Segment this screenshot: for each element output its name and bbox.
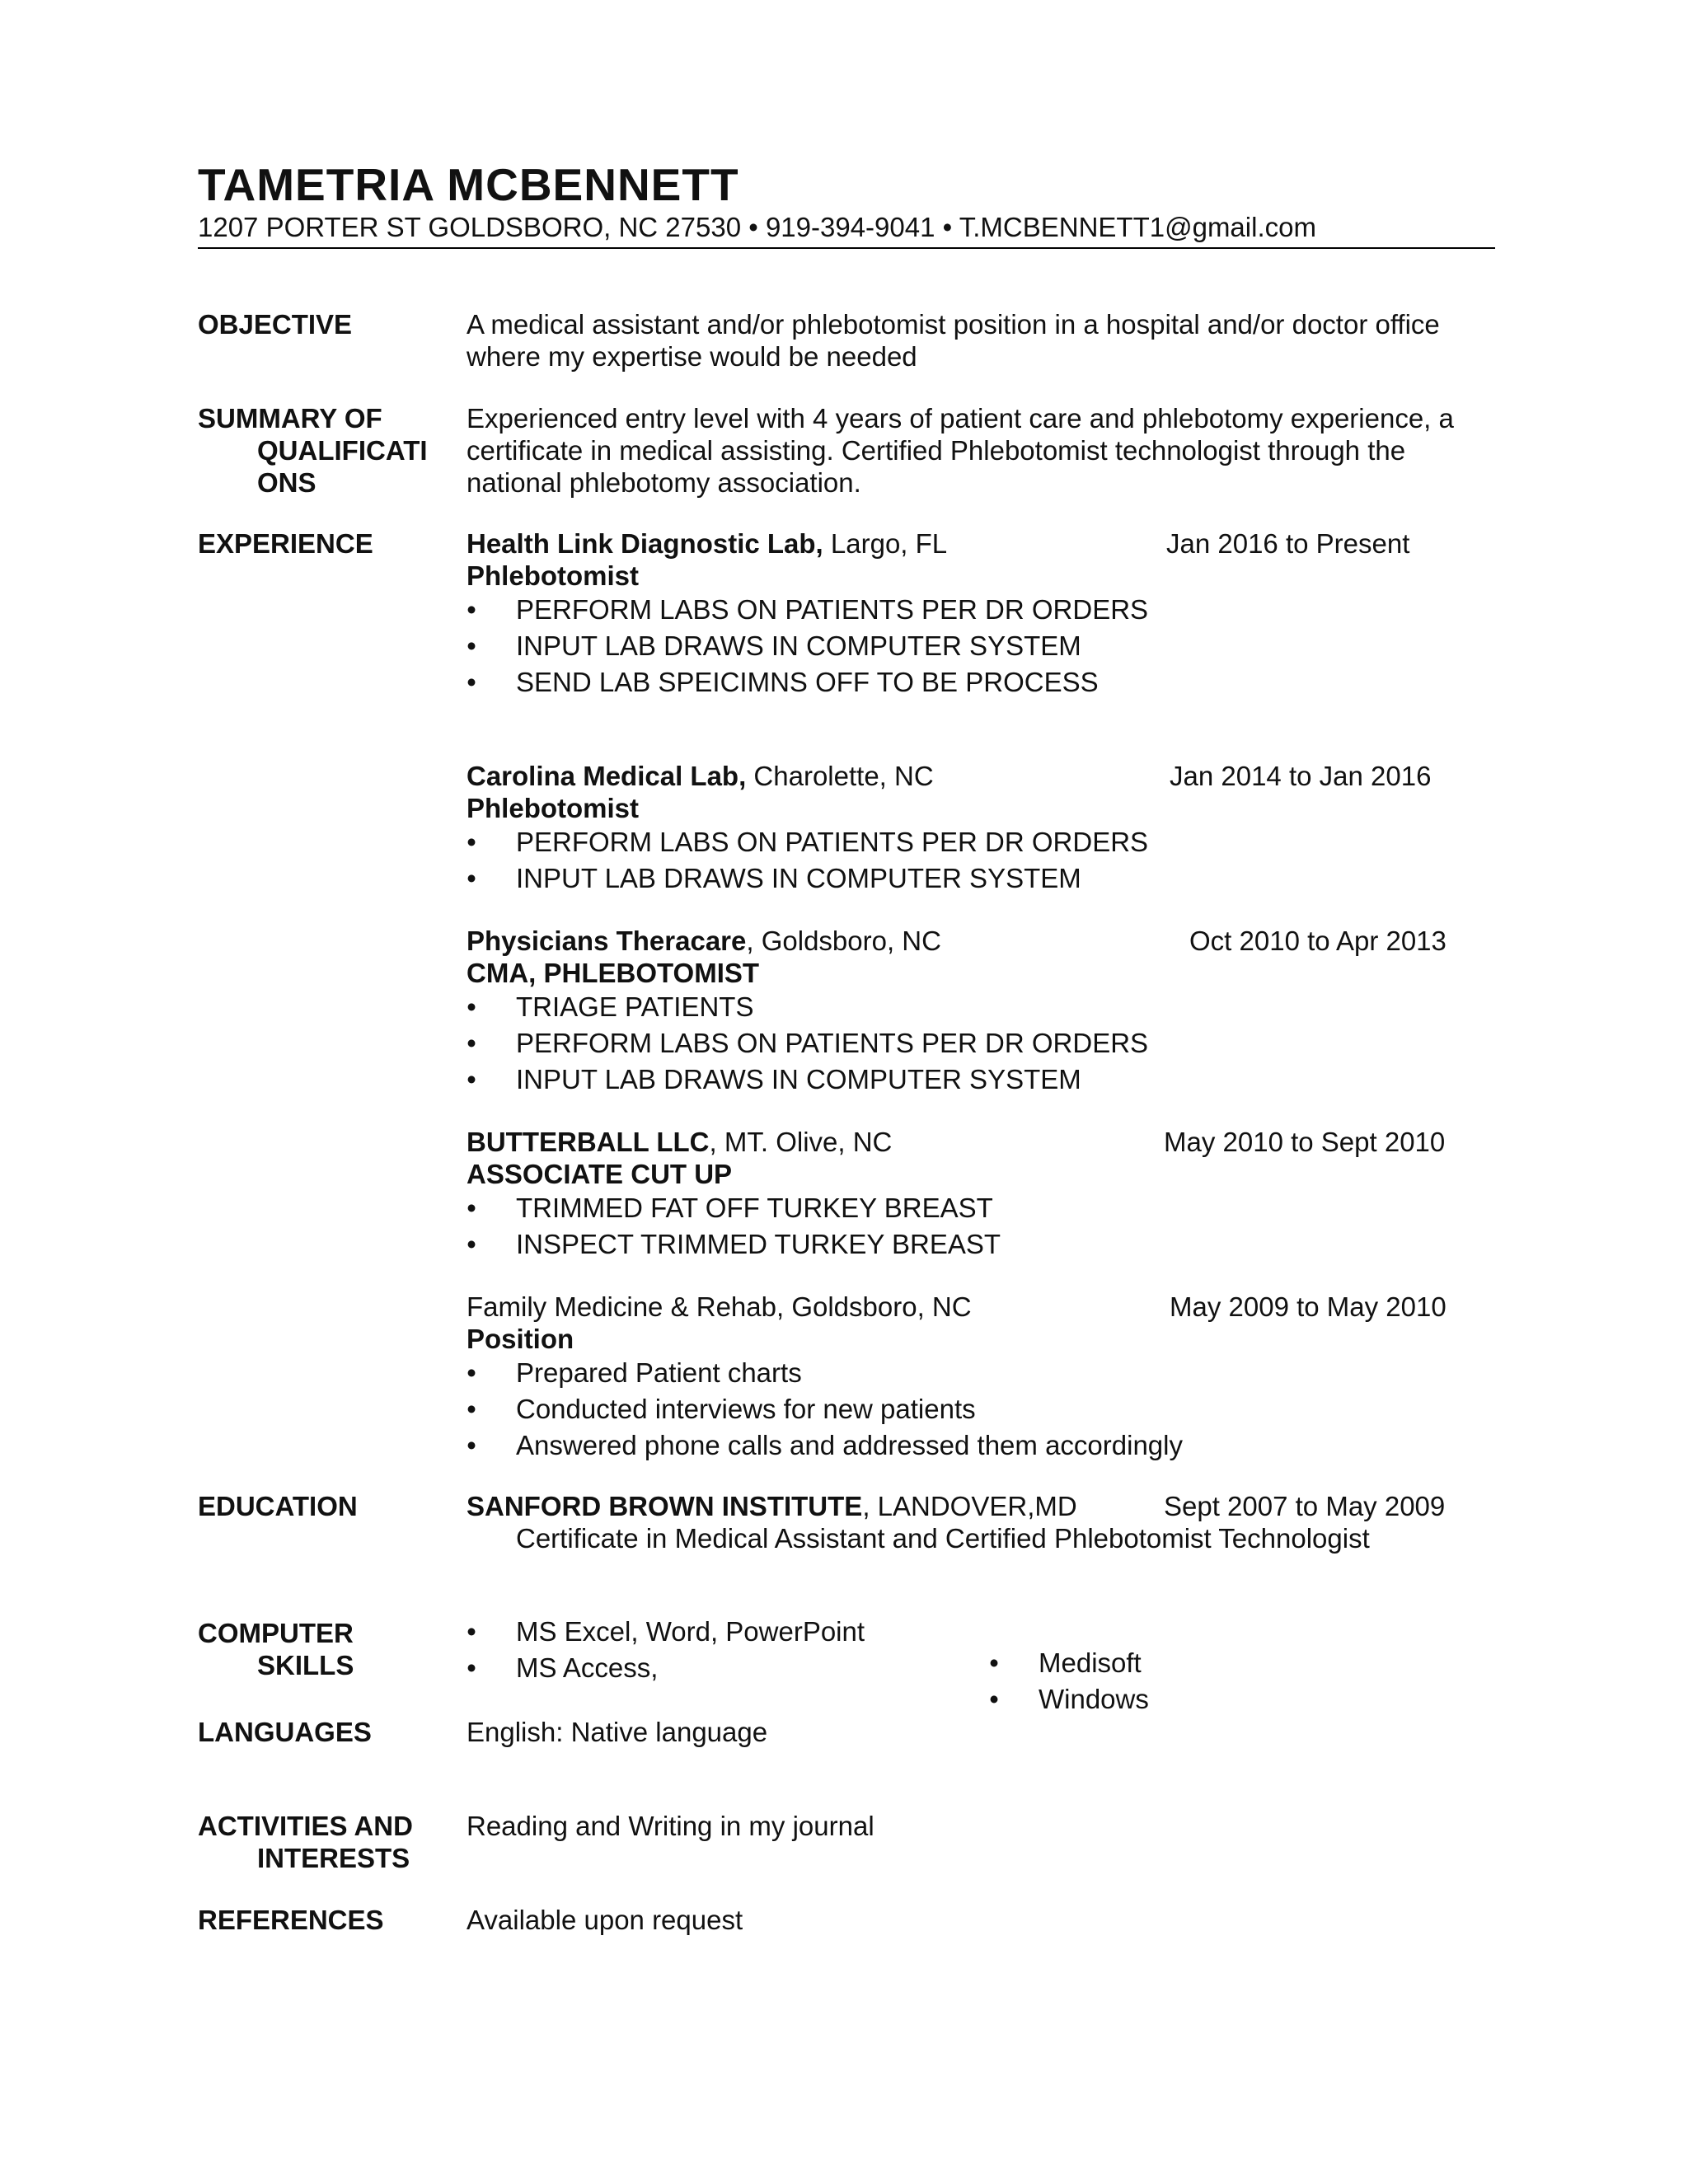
- languages-label: LANGUAGES: [198, 1717, 372, 1747]
- objective-text: [467, 308, 1440, 373]
- job-dates: Jan 2014 to Jan 2016: [1170, 761, 1432, 791]
- bullet-icon: •: [989, 1684, 999, 1714]
- education-label: EDUCATION: [198, 1491, 358, 1521]
- languages-text: English: Native language: [467, 1717, 768, 1747]
- job-duties: [467, 1355, 1183, 1464]
- bullet-icon: •: [467, 1430, 476, 1460]
- job-title: Phlebotomist: [467, 560, 640, 591]
- bullet-icon: •: [467, 827, 476, 857]
- resume-name: TAMETRIA MCBENNETT: [198, 159, 739, 210]
- list-item: • PERFORM LABS ON PATIENTS PER DR ORDERS: [467, 592, 1148, 628]
- list-item: • PERFORM LABS ON PATIENTS PER DR ORDERS: [467, 1025, 1148, 1062]
- job-dates: May 2010 to Sept 2010: [1164, 1127, 1446, 1157]
- job-location: Charolette, NC: [746, 761, 934, 791]
- education-location: , LANDOVER,MD: [862, 1491, 1077, 1521]
- job-title: CMA, PHLEBOTOMIST: [467, 958, 760, 988]
- bullet-icon: •: [467, 1229, 476, 1259]
- job-duties: [467, 824, 1148, 897]
- list-item: • SEND LAB SPEICIMNS OFF TO BE PROCESS: [467, 664, 1148, 701]
- bullet-icon: •: [467, 1357, 476, 1388]
- references-text: Available upon request: [467, 1905, 743, 1935]
- list-item: • INPUT LAB DRAWS IN COMPUTER SYSTEM: [467, 628, 1148, 664]
- education-detail: Certificate in Medical Assistant and Certified Phlebotomist Technologist: [516, 1523, 1370, 1554]
- contact-line: 1207 PORTER ST GOLDSBORO, NC 27530 • 919-394-9041 • T.MCBENNETT1@gmail.com: [198, 212, 1316, 242]
- summary-label: [198, 402, 428, 499]
- job-title: Position: [467, 1324, 574, 1354]
- objective-label: OBJECTIVE: [198, 309, 353, 340]
- job-employer-line: [467, 1291, 972, 1323]
- list-item: • Windows: [989, 1681, 1149, 1718]
- job-title: ASSOCIATE CUT UP: [467, 1159, 733, 1189]
- list-item: • INPUT LAB DRAWS IN COMPUTER SYSTEM: [467, 1062, 1148, 1098]
- list-item: • PERFORM LABS ON PATIENTS PER DR ORDERS: [467, 824, 1148, 860]
- summary-label-line: QUALIFICATI: [257, 435, 428, 466]
- objective-line: where my expertise would be needed: [467, 341, 917, 372]
- bullet-icon: •: [467, 991, 476, 1022]
- bullet-icon: •: [467, 863, 476, 893]
- references-label: REFERENCES: [198, 1905, 384, 1935]
- activities-text: Reading and Writing in my journal: [467, 1811, 874, 1841]
- job-employer-line: [467, 527, 947, 560]
- computer-skills-label-line: SKILLS: [257, 1650, 354, 1680]
- bullet-icon: •: [467, 1028, 476, 1058]
- summary-line: certificate in medical assisting. Certified Phlebotomist technologist through the: [467, 435, 1406, 466]
- computer-skills-list-secondary: [989, 1645, 1149, 1718]
- activities-label: [198, 1810, 413, 1874]
- job-dates: Oct 2010 to Apr 2013: [1189, 926, 1447, 956]
- summary-label-line: SUMMARY OF: [198, 403, 382, 434]
- job-employer-line: [467, 925, 941, 957]
- list-item: • MS Access,: [467, 1650, 865, 1686]
- bullet-icon: •: [467, 1616, 476, 1647]
- objective-line: A medical assistant and/or phlebotomist position in a hospital and/or doctor office: [467, 309, 1440, 340]
- job-dates: May 2009 to May 2010: [1170, 1291, 1447, 1322]
- list-item: • Prepared Patient charts: [467, 1355, 1183, 1391]
- bullet-icon: •: [467, 1394, 476, 1424]
- bullet-icon: •: [989, 1647, 999, 1678]
- list-item: • Conducted interviews for new patients: [467, 1391, 1183, 1427]
- bullet-icon: •: [467, 1064, 476, 1094]
- job-employer: Physicians Theracare: [467, 926, 747, 956]
- list-item: • TRIMMED FAT OFF TURKEY BREAST: [467, 1190, 1001, 1226]
- education-school-line: [467, 1490, 1077, 1522]
- job-duties: [467, 989, 1148, 1098]
- header-divider: [198, 247, 1495, 249]
- job-employer: Health Link Diagnostic Lab,: [467, 528, 823, 559]
- computer-skills-label: [198, 1617, 354, 1681]
- summary-label-line: ONS: [257, 467, 316, 498]
- computer-skills-list: [467, 1614, 865, 1686]
- bullet-icon: •: [467, 1193, 476, 1223]
- activities-label-line: ACTIVITIES AND: [198, 1811, 413, 1841]
- education-school: SANFORD BROWN INSTITUTE: [467, 1491, 863, 1521]
- job-location: , MT. Olive, NC: [709, 1127, 893, 1157]
- bullet-icon: •: [467, 594, 476, 625]
- job-location: Family Medicine & Rehab, Goldsboro, NC: [467, 1291, 972, 1322]
- activities-label-line: INTERESTS: [257, 1843, 410, 1873]
- list-item: • TRIAGE PATIENTS: [467, 989, 1148, 1025]
- list-item: • Medisoft: [989, 1645, 1149, 1681]
- job-employer-line: [467, 760, 934, 792]
- job-employer: BUTTERBALL LLC: [467, 1127, 710, 1157]
- job-title: Phlebotomist: [467, 793, 640, 823]
- summary-line: Experienced entry level with 4 years of patient care and phlebotomy experience, a: [467, 403, 1454, 434]
- bullet-icon: •: [467, 630, 476, 661]
- list-item: • INPUT LAB DRAWS IN COMPUTER SYSTEM: [467, 860, 1148, 897]
- bullet-icon: •: [467, 1652, 476, 1683]
- job-employer-line: [467, 1126, 892, 1158]
- list-item: • Answered phone calls and addressed them accordingly: [467, 1427, 1183, 1464]
- job-location: , Goldsboro, NC: [746, 926, 941, 956]
- bullet-icon: •: [467, 667, 476, 697]
- education-dates: Sept 2007 to May 2009: [1164, 1491, 1446, 1521]
- computer-skills-label-line: COMPUTER: [198, 1618, 354, 1648]
- job-dates: Jan 2016 to Present: [1166, 528, 1410, 559]
- list-item: • INSPECT TRIMMED TURKEY BREAST: [467, 1226, 1001, 1263]
- list-item: • MS Excel, Word, PowerPoint: [467, 1614, 865, 1650]
- job-location: Largo, FL: [823, 528, 948, 559]
- job-employer: Carolina Medical Lab,: [467, 761, 747, 791]
- job-duties: [467, 1190, 1001, 1263]
- summary-line: national phlebotomy association.: [467, 467, 861, 498]
- experience-label: EXPERIENCE: [198, 528, 373, 559]
- job-duties: [467, 592, 1148, 701]
- summary-text: [467, 402, 1454, 499]
